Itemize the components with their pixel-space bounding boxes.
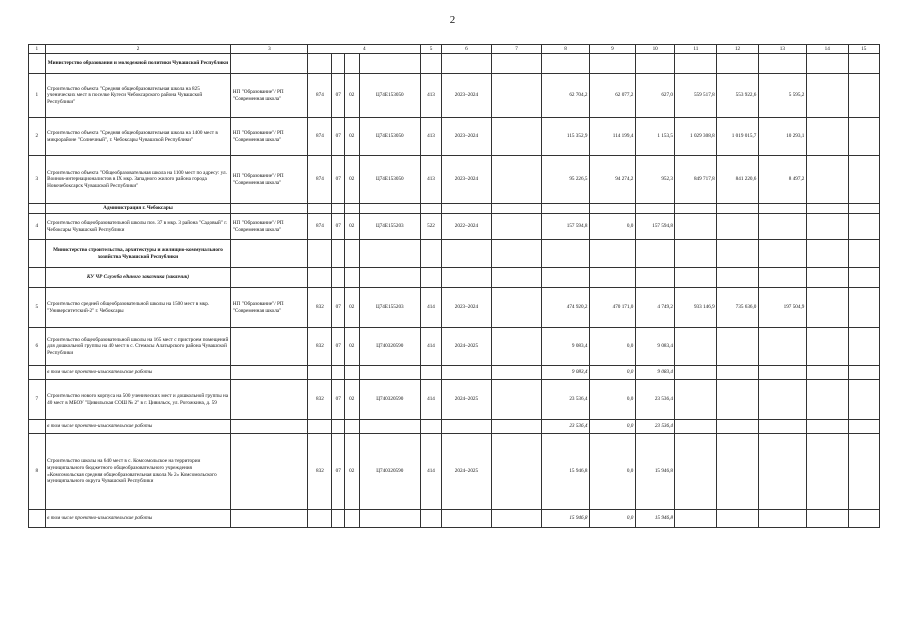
grbs-code: 874 (308, 156, 332, 204)
value-col9: 1 153,5 (635, 118, 675, 156)
program-name: НП "Образование"/ РП "Современная школа" (231, 118, 308, 156)
value-col12 (758, 328, 806, 366)
program-name (231, 380, 308, 420)
section-row (29, 240, 880, 268)
section-row (29, 54, 880, 74)
target-code: Ц74Е153050 (359, 156, 421, 204)
value-col10: 1 029 308,8 (675, 118, 717, 156)
grbs-code: 832 (308, 288, 332, 328)
section-code: 07 (332, 118, 345, 156)
row-number: 4 (29, 214, 46, 240)
value-col10 (675, 434, 717, 510)
value-col12 (758, 214, 806, 240)
period: 2024–2025 (441, 380, 491, 420)
section-row (29, 268, 880, 288)
value-col7: 95 226,5 (542, 156, 590, 204)
header-cell: 12 (717, 45, 759, 54)
value-col7: 115 352,9 (542, 118, 590, 156)
program-name: НП "Образование"/ РП "Современная школа" (231, 288, 308, 328)
subsection-code: 02 (344, 118, 359, 156)
section-code: 07 (332, 214, 345, 240)
value-col10: 559 517,8 (675, 74, 717, 118)
program-name (231, 434, 308, 510)
grbs-code: 832 (308, 328, 332, 366)
row-number: 1 (29, 74, 46, 118)
value-col9: 952,3 (635, 156, 675, 204)
value-col9: 627,0 (635, 74, 675, 118)
subrow-label: в том числе проектно-изыскательские работы (45, 366, 231, 380)
target-code: Ц74Е155203 (359, 214, 421, 240)
subsection-code: 02 (344, 214, 359, 240)
grbs-code: 874 (308, 118, 332, 156)
program-name (231, 328, 308, 366)
value-col10 (675, 214, 717, 240)
value-col8: 0,0 (589, 380, 635, 420)
row-number: 2 (29, 118, 46, 156)
value-col9: 15 946,8 (635, 434, 675, 510)
object-name: Строительство общеобразовательной школы на 165 мест с пристроем помещений для дошкольной группы на 40 мест в с. Стемасы Алатырского района Чувашской Республики (45, 328, 231, 366)
value-col12 (758, 434, 806, 510)
value-col11 (717, 380, 759, 420)
row-number: 8 (29, 434, 46, 510)
period: 2024–2025 (441, 328, 491, 366)
subsection-code: 02 (344, 434, 359, 510)
table-row (29, 214, 880, 240)
value-col9: 157 594,8 (635, 214, 675, 240)
section-code: 07 (332, 288, 345, 328)
period: 2023–2024 (441, 118, 491, 156)
row-number: 7 (29, 380, 46, 420)
value-col11 (717, 434, 759, 510)
subsection-code: 02 (344, 288, 359, 328)
subrow (29, 510, 880, 528)
value-col11: 1 019 015,7 (717, 118, 759, 156)
row-number: 3 (29, 156, 46, 204)
row-number: 6 (29, 328, 46, 366)
subrow-col8: 0,0 (589, 420, 635, 434)
header-cell: 7 (491, 45, 541, 54)
header-cell: 5 (421, 45, 442, 54)
value-col11: 841 220,6 (717, 156, 759, 204)
section-code: 07 (332, 74, 345, 118)
period: 2024–2025 (441, 434, 491, 510)
section-title: Министерство строительства, архитектуры и жилищно-коммунального хозяйства Чувашской Республики (45, 240, 231, 268)
period: 2023–2024 (441, 74, 491, 118)
period: 2022–2024 (441, 214, 491, 240)
table-row (29, 288, 880, 328)
expense-type: 413 (421, 156, 442, 204)
header-row (29, 45, 880, 54)
section-code: 07 (332, 434, 345, 510)
grbs-code: 832 (308, 380, 332, 420)
table-row (29, 156, 880, 204)
value-col11: 553 922,6 (717, 74, 759, 118)
value-col12: 8 497,2 (758, 156, 806, 204)
value-col10 (675, 380, 717, 420)
value-col10: 933 146,9 (675, 288, 717, 328)
subrow-col8: 0,0 (589, 510, 635, 528)
subrow-col7: 23 536,4 (542, 420, 590, 434)
expense-type: 413 (421, 118, 442, 156)
header-cell: 2 (45, 45, 231, 54)
header-cell: 13 (758, 45, 806, 54)
period: 2023–2024 (441, 288, 491, 328)
value-col8: 94 274,2 (589, 156, 635, 204)
expense-type: 414 (421, 434, 442, 510)
section-title: КУ ЧР Служба единого заказчика (заказчик) (45, 268, 231, 288)
object-name: Строительство школы на 640 мест в с. Комсомольское на территории муниципального бюджетного общеобразовательного учреждения «Комсомольская средняя общеобразовательная школа № 2» Комсомольского муниципального округа Чувашской Республики (45, 434, 231, 510)
grbs-code: 874 (308, 74, 332, 118)
target-code: Ц74Е153050 (359, 74, 421, 118)
table-row (29, 434, 880, 510)
subrow-col8: 0,0 (589, 366, 635, 380)
section-title: Администрация г. Чебоксары (45, 204, 231, 214)
row-number: 5 (29, 288, 46, 328)
target-code: Ц74Е155203 (359, 288, 421, 328)
table-row (29, 74, 880, 118)
section-code: 07 (332, 328, 345, 366)
value-col12: 5 595,2 (758, 74, 806, 118)
header-cell: 14 (806, 45, 848, 54)
subrow-col9: 23 536,4 (635, 420, 675, 434)
expense-type: 414 (421, 288, 442, 328)
subsection-code: 02 (344, 74, 359, 118)
object-name: Строительство общеобразовательной школы поз. 37 в мкр. 3 района "Садовый" г. Чебоксары Чувашской Республики (45, 214, 231, 240)
object-name: Строительство средней общеобразовательной школы на 1500 мест в мкр. "Университетский-2" г. Чебоксары (45, 288, 231, 328)
header-cell: 1 (29, 45, 46, 54)
subrow-label: в том числе проектно-изыскательские работы (45, 510, 231, 528)
value-col12: 197 504,9 (758, 288, 806, 328)
program-name: НП "Образование"/ РП "Современная школа" (231, 74, 308, 118)
value-col8: 62 077,2 (589, 74, 635, 118)
value-col11: 735 636,0 (717, 288, 759, 328)
program-name: НП "Образование"/ РП "Современная школа" (231, 156, 308, 204)
value-col8: 0,0 (589, 214, 635, 240)
subrow-col9: 15 946,8 (635, 510, 675, 528)
expense-type: 522 (421, 214, 442, 240)
value-col9: 23 536,4 (635, 380, 675, 420)
data-table (28, 44, 880, 528)
value-col10 (675, 328, 717, 366)
value-col10: 849 717,8 (675, 156, 717, 204)
table-row (29, 328, 880, 366)
subsection-code: 02 (344, 328, 359, 366)
value-col9: 4 749,2 (635, 288, 675, 328)
value-col11 (717, 214, 759, 240)
target-code: Ц740320590 (359, 434, 421, 510)
page-number: 2 (449, 14, 456, 26)
program-name: НП "Образование"/ РП "Современная школа" (231, 214, 308, 240)
subrow (29, 420, 880, 434)
table-row (29, 118, 880, 156)
header-cell: 4 (308, 45, 421, 54)
header-cell: 3 (231, 45, 308, 54)
value-col7: 23 536,4 (542, 380, 590, 420)
section-row (29, 204, 880, 214)
grbs-code: 874 (308, 214, 332, 240)
object-name: Строительство объекта "Средняя общеобразовательная школа на 825 ученических мест в поселке Кугеси Чебоксарского района Чувашской Республики" (45, 74, 231, 118)
section-code: 07 (332, 156, 345, 204)
object-name: Строительство объекта "Общеобразовательная школа на 1100 мест по адресу: ул. Воинов-интернационалистов в IX мкр. Западного жилого района города Новочебоксарск Чувашской Республики" (45, 156, 231, 204)
header-cell: 15 (848, 45, 879, 54)
grbs-code: 832 (308, 434, 332, 510)
value-col7: 157 594,8 (542, 214, 590, 240)
table-row (29, 380, 880, 420)
header-cell: 10 (635, 45, 675, 54)
subrow-col7: 9 083,4 (542, 366, 590, 380)
section-title: Министерство образования и молодежной политики Чувашской Республики (45, 54, 231, 74)
value-col8: 470 171,0 (589, 288, 635, 328)
value-col7: 9 083,4 (542, 328, 590, 366)
expense-type: 414 (421, 328, 442, 366)
value-col8: 0,0 (589, 434, 635, 510)
value-col7: 474 920,2 (542, 288, 590, 328)
target-code: Ц740320590 (359, 328, 421, 366)
value-col9: 9 083,4 (635, 328, 675, 366)
section-code: 07 (332, 380, 345, 420)
object-name: Строительство нового корпуса на 500 ученических мест и дошкольной группы на 40 мест в МБОУ "Цивильская СОШ № 2" в г. Цивильск, ул. Рогожкина, д. 59 (45, 380, 231, 420)
subrow-label: в том числе проектно-изыскательские работы (45, 420, 231, 434)
value-col8: 0,0 (589, 328, 635, 366)
header-cell: 9 (589, 45, 635, 54)
subrow (29, 366, 880, 380)
header-cell: 8 (542, 45, 590, 54)
header-cell: 11 (675, 45, 717, 54)
value-col11 (717, 328, 759, 366)
target-code: Ц74Е153050 (359, 118, 421, 156)
expense-type: 414 (421, 380, 442, 420)
subsection-code: 02 (344, 380, 359, 420)
header-cell: 6 (441, 45, 491, 54)
value-col12 (758, 380, 806, 420)
target-code: Ц740320590 (359, 380, 421, 420)
period: 2023–2024 (441, 156, 491, 204)
value-col12: 10 293,1 (758, 118, 806, 156)
value-col7: 62 704,2 (542, 74, 590, 118)
expense-type: 413 (421, 74, 442, 118)
value-col8: 114 199,4 (589, 118, 635, 156)
subrow-col7: 15 946,8 (542, 510, 590, 528)
subsection-code: 02 (344, 156, 359, 204)
subrow-col9: 9 083,4 (635, 366, 675, 380)
value-col7: 15 946,8 (542, 434, 590, 510)
object-name: Строительство объекта "Средняя общеобразовательная школа на 1400 мест в микрорайоне "Солнечный", г. Чебоксары Чувашской Республики" (45, 118, 231, 156)
